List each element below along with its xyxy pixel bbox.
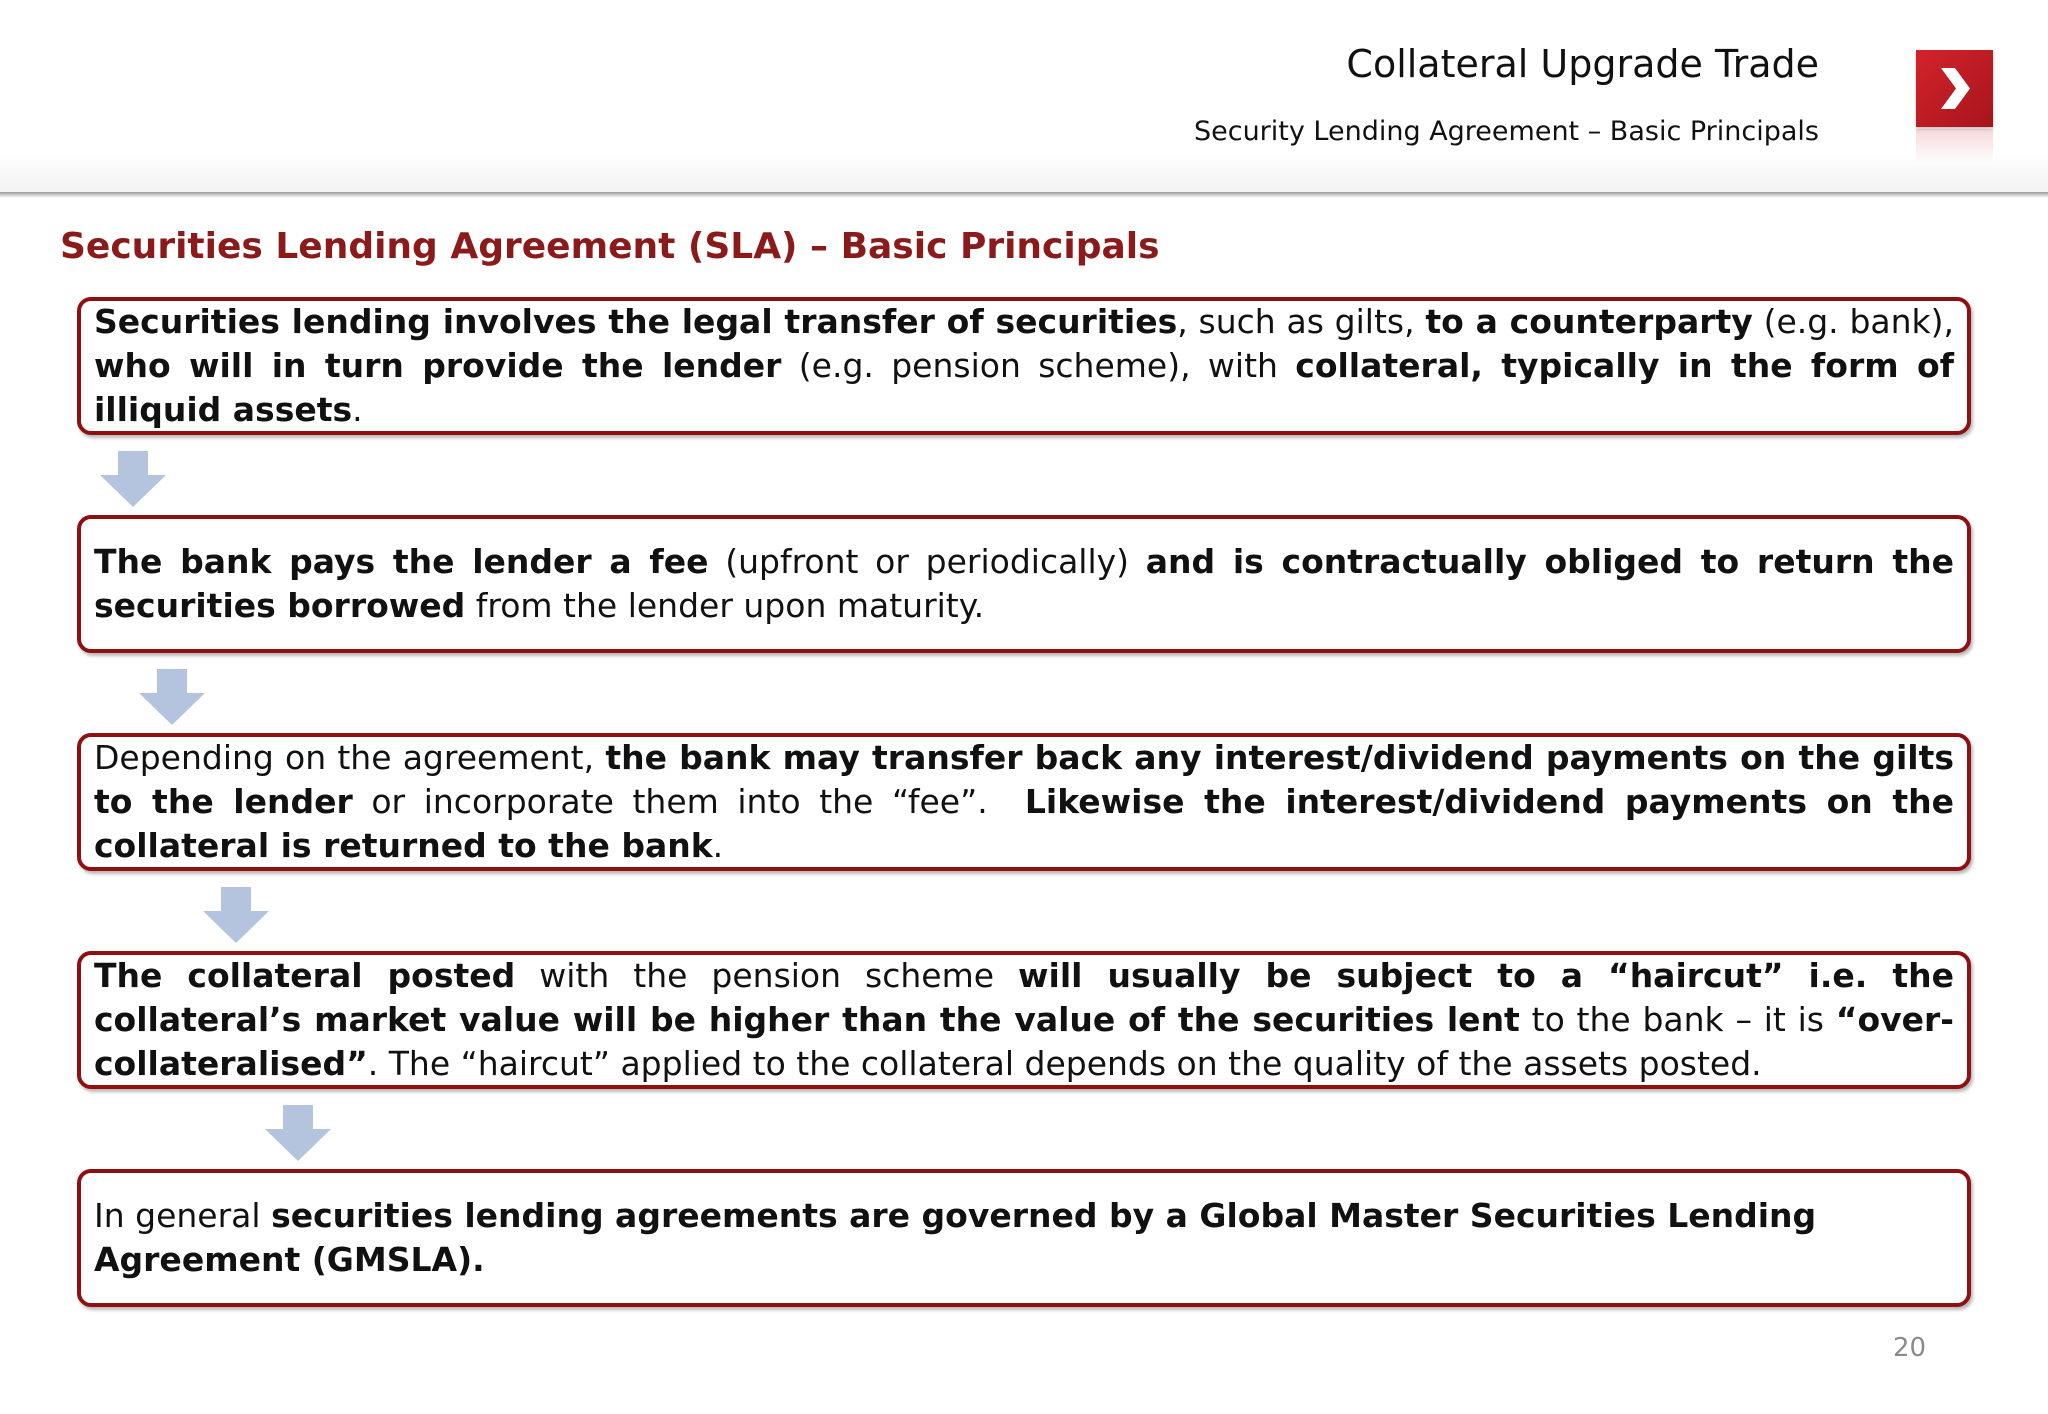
principle-box-2 bbox=[77, 515, 1971, 653]
text-run: to the bank – it is bbox=[1519, 1000, 1836, 1039]
principle-text-2 bbox=[94, 540, 1966, 628]
bold-text-run: the bank may transfer back any interest/dividend payments on the gilts to the lender bbox=[94, 738, 1966, 821]
logo bbox=[1916, 50, 1993, 127]
bold-text-run: and is contractually obliged to return the securities borrowed bbox=[94, 542, 1966, 625]
header-divider bbox=[0, 192, 2048, 198]
text-run: Depending on the agreement, bbox=[94, 738, 606, 777]
text-run: (e.g. pension scheme), with bbox=[781, 346, 1296, 385]
chevron-right-icon bbox=[1916, 50, 1993, 127]
down-arrow-icon bbox=[203, 887, 269, 943]
presentation-title: Collateral Upgrade Trade bbox=[1346, 42, 1819, 86]
text-run: from the lender upon maturity. bbox=[465, 586, 985, 625]
text-run: (e.g. bank), bbox=[1752, 302, 1965, 341]
logo-reflection bbox=[1916, 129, 1993, 163]
bold-text-run: “over-collateralised” bbox=[94, 1000, 1954, 1083]
text-run: (upfront or periodically) bbox=[708, 542, 1146, 581]
text-run: , such as gilts, bbox=[1177, 302, 1426, 341]
principle-text-4 bbox=[94, 954, 1966, 1086]
bold-text-run: will usually be subject to a “haircut” i.e. the collateral’s market value will be higher than the value of the securities lent bbox=[94, 956, 1966, 1039]
principle-box-5 bbox=[77, 1169, 1971, 1307]
principle-box-3 bbox=[77, 733, 1971, 871]
bold-text-run: Securities lending involves the legal transfer of securities bbox=[94, 302, 1178, 341]
principle-box-1 bbox=[77, 297, 1971, 435]
bold-text-run: securities lending agreements are governed by a Global Master Securities Lending Agreement (GMSLA). bbox=[94, 1196, 1828, 1279]
bold-text-run: to a counterparty bbox=[1425, 302, 1753, 341]
bold-text-run: Likewise the interest/dividend payments on the collateral is returned to the bank bbox=[94, 782, 1966, 865]
text-run: with the pension scheme bbox=[515, 956, 1019, 995]
principle-box-4 bbox=[77, 951, 1971, 1089]
down-arrow-icon bbox=[100, 451, 166, 507]
page-number: 20 bbox=[1893, 1333, 1927, 1363]
down-arrow-icon bbox=[139, 669, 205, 725]
text-run: . The “haircut” applied to the collateral depends on the quality of the assets posted. bbox=[367, 1044, 1762, 1083]
text-run: In general bbox=[94, 1196, 272, 1235]
bold-text-run: collateral, typically in the form of illiquid assets bbox=[94, 346, 1966, 429]
slide-subtitle: Security Lending Agreement – Basic Principals bbox=[1193, 116, 1819, 147]
down-arrow-icon bbox=[265, 1105, 331, 1161]
principle-text-5 bbox=[94, 1194, 1954, 1282]
bold-text-run: who will in turn provide the lender bbox=[94, 346, 782, 385]
bold-text-run: The bank pays the lender a fee bbox=[94, 542, 709, 581]
text-run: or incorporate them into the “fee”. bbox=[352, 782, 1025, 821]
bold-text-run: The collateral posted bbox=[94, 956, 516, 995]
slide-header bbox=[0, 0, 2048, 192]
text-run: . bbox=[352, 390, 363, 429]
principle-text-3 bbox=[94, 736, 1966, 868]
principle-text-1 bbox=[94, 300, 1966, 432]
text-run: . bbox=[712, 826, 724, 865]
section-heading: Securities Lending Agreement (SLA) – Basic Principals bbox=[60, 226, 1160, 267]
